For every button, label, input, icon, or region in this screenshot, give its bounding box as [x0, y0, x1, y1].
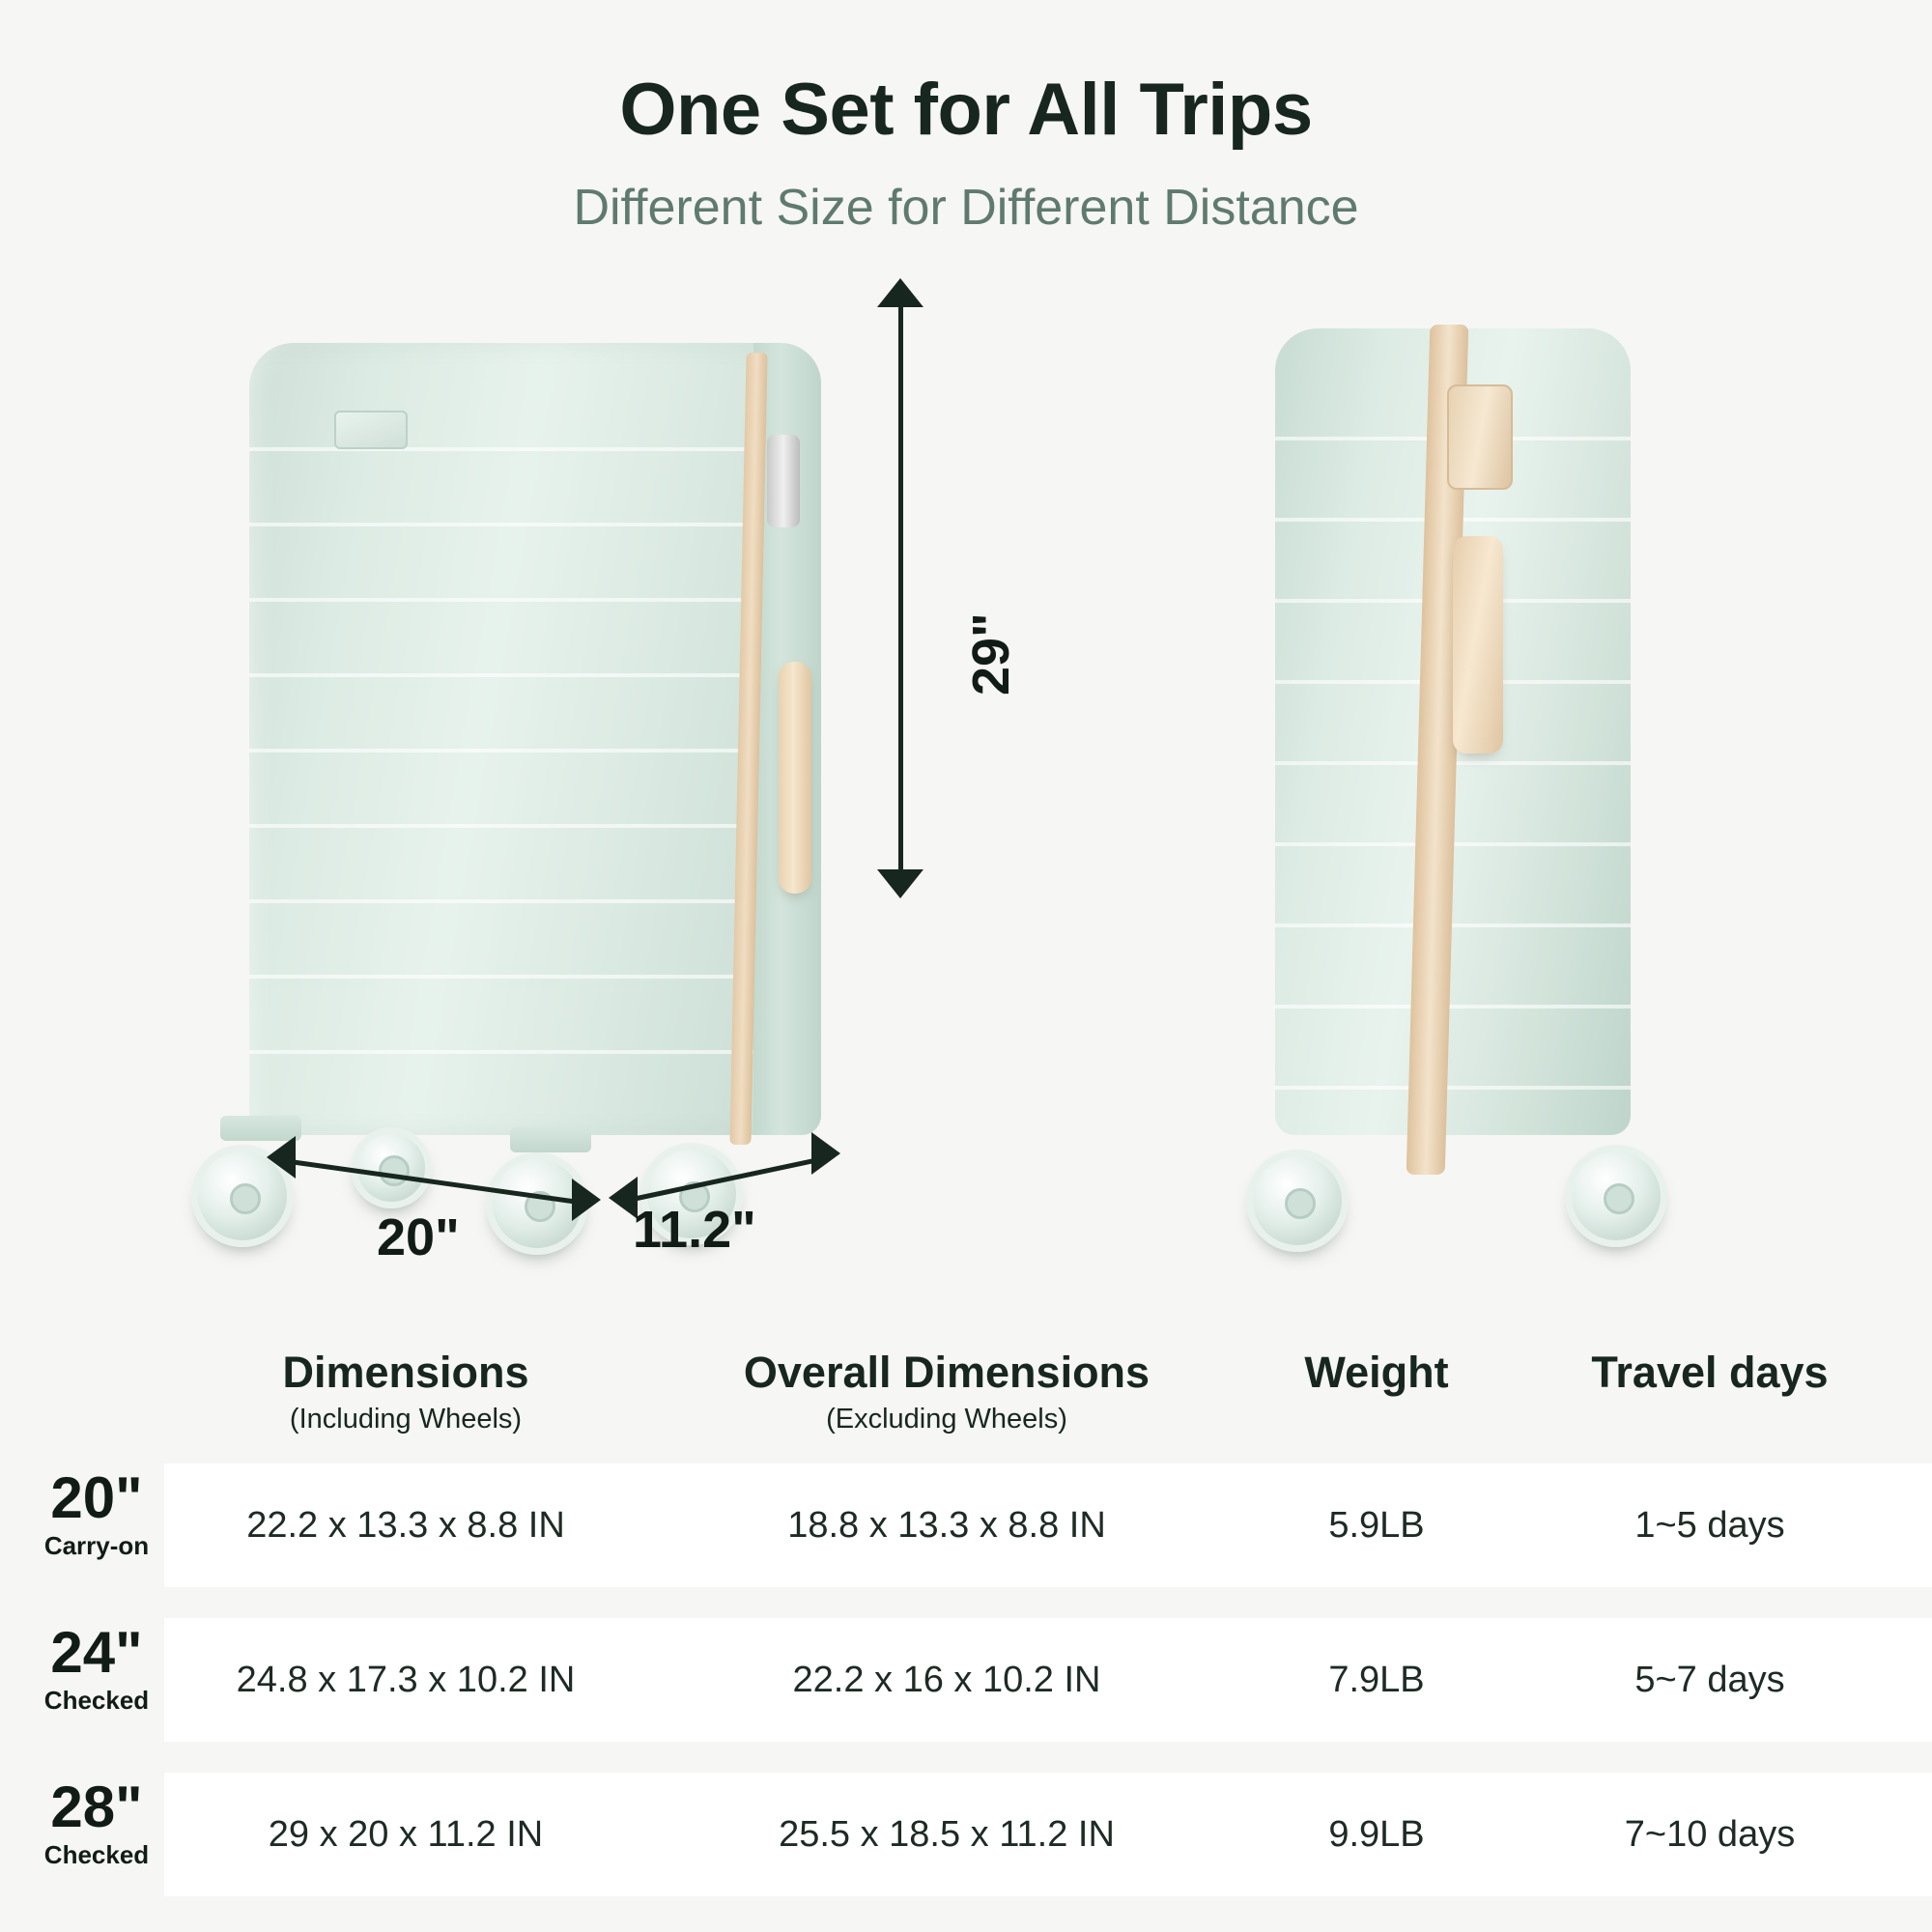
arrow-head-down — [877, 869, 923, 898]
arrow-head-up — [877, 278, 923, 307]
cell-travel-days: 1~5 days — [1634, 1505, 1785, 1546]
suitcase-side-view — [1275, 328, 1631, 1135]
wheel — [351, 1127, 432, 1208]
cell-travel-days: 7~10 days — [1624, 1814, 1796, 1855]
side-handle — [779, 662, 811, 894]
column-header-travel-days: Travel days — [1591, 1348, 1829, 1397]
cell-overall-dimensions: 25.5 x 18.5 x 11.2 IN — [779, 1814, 1115, 1855]
arrow-head-left — [267, 1136, 296, 1179]
page-subtitle: Different Size for Different Distance — [573, 180, 1359, 236]
arrow-head-right — [811, 1132, 840, 1175]
height-dimension-label: 29" — [962, 612, 1020, 696]
cell-dimensions: 22.2 x 13.3 x 8.8 IN — [246, 1505, 565, 1546]
table-row — [0, 1773, 1932, 1896]
table-row — [0, 1463, 1932, 1587]
tsa-lock-icon — [1447, 384, 1513, 490]
depth-dimension-label: 11.2" — [633, 1201, 756, 1259]
arrow-head-right — [572, 1179, 601, 1221]
cell-weight: 5.9LB — [1328, 1505, 1425, 1546]
row-size-label: 24" Checked — [43, 1620, 150, 1715]
wheel — [1246, 1150, 1349, 1252]
cell-weight: 7.9LB — [1328, 1660, 1425, 1700]
product-illustration — [0, 290, 1932, 1304]
width-dimension-label: 20" — [377, 1208, 460, 1266]
top-handle — [1453, 536, 1503, 753]
wheel-housing — [510, 1127, 591, 1152]
wheel — [1565, 1145, 1667, 1247]
column-header-dimensions: Dimensions (Including Wheels) — [282, 1348, 529, 1435]
specs-table — [0, 1348, 1932, 1927]
cell-overall-dimensions: 18.8 x 13.3 x 8.8 IN — [787, 1505, 1106, 1546]
table-row — [0, 1618, 1932, 1742]
column-header-overall-dimensions: Overall Dimensions (Excluding Wheels) — [743, 1348, 1151, 1435]
column-header-weight: Weight — [1304, 1348, 1449, 1397]
cell-travel-days: 5~7 days — [1634, 1660, 1785, 1700]
table-header-row — [0, 1348, 1932, 1463]
height-dimension-line — [898, 301, 903, 891]
page-title: One Set for All Trips — [619, 69, 1313, 151]
cell-weight: 9.9LB — [1328, 1814, 1425, 1855]
cell-dimensions: 24.8 x 17.3 x 10.2 IN — [236, 1660, 576, 1700]
cell-overall-dimensions: 22.2 x 16 x 10.2 IN — [792, 1660, 1101, 1700]
suitcase-front-view — [249, 343, 819, 1135]
row-size-label: 20" Carry-on — [43, 1465, 150, 1560]
tsa-lock-icon — [767, 435, 800, 527]
cell-dimensions: 29 x 20 x 11.2 IN — [268, 1814, 544, 1855]
brand-badge — [334, 411, 408, 449]
row-size-label: 28" Checked — [43, 1775, 150, 1869]
